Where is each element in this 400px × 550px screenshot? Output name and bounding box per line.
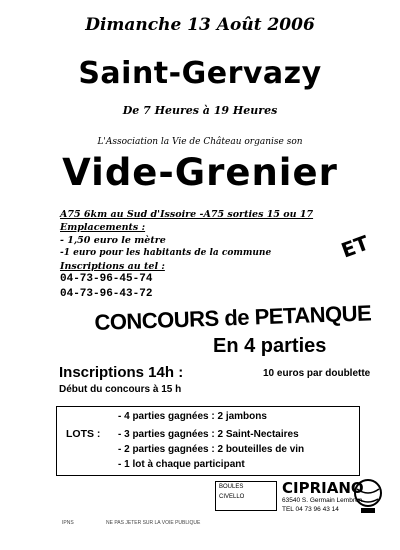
event-date: Dimanche 13 Août 2006 [85, 15, 315, 35]
phone-number-2: 04-73-96-43-72 [60, 288, 153, 300]
lot-item: - 4 parties gagnées : 2 jambons [118, 411, 267, 422]
sponsor-address: 63540 S. Germain Lembron [282, 497, 363, 504]
petanque-parts: En 4 parties [213, 335, 327, 357]
footer-notice: NE PAS JETER SUR LA VOIE PUBLIQUE [106, 520, 201, 526]
sponsor-brand: CIPRIANO [282, 479, 364, 497]
event-title: Vide-Grenier [62, 151, 338, 194]
phone-number-1: 04-73-96-45-74 [60, 273, 153, 285]
access-directions: A75 6km au Sud d'Issoire -A75 sorties 15 ou 17 [60, 209, 314, 220]
lot-item: - 3 parties gagnées : 2 Saint-Nectaires [118, 429, 299, 440]
price-line-1: - 1,50 euro le mètre [60, 235, 166, 246]
footer-left: IPNS [62, 520, 74, 526]
petanque-fee: 10 euros par doublette [263, 368, 371, 379]
emplacements-title: Emplacements : [60, 222, 146, 233]
and-label: ET [338, 230, 372, 263]
petanque-title: CONCOURS de PETANQUE [94, 300, 372, 335]
town-name: Saint-Gervazy [78, 56, 322, 91]
petanque-inscriptions: Inscriptions 14h : [59, 364, 184, 381]
lots-label: LOTS : [66, 428, 101, 440]
petanque-start: Début du concours à 15 h [59, 384, 182, 395]
lot-item: - 2 parties gagnées : 2 bouteilles de vin [118, 444, 305, 455]
lot-item: - 1 lot à chaque participant [118, 459, 245, 470]
event-hours: De 7 Heures à 19 Heures [122, 104, 278, 117]
price-line-2: -1 euro pour les habitants de la commune [60, 248, 272, 258]
inscriptions-title: Inscriptions au tel : [60, 261, 165, 272]
sponsor-phone: TEL 04 73 96 43 14 [282, 506, 339, 513]
sponsor-left-line-2: CIVELLO [219, 494, 245, 500]
petanque-ball-icon [352, 477, 384, 515]
sponsor-left-line-1: BOULES [219, 484, 244, 490]
organizer-line: L'Association la Vie de Château organise son [97, 137, 303, 147]
